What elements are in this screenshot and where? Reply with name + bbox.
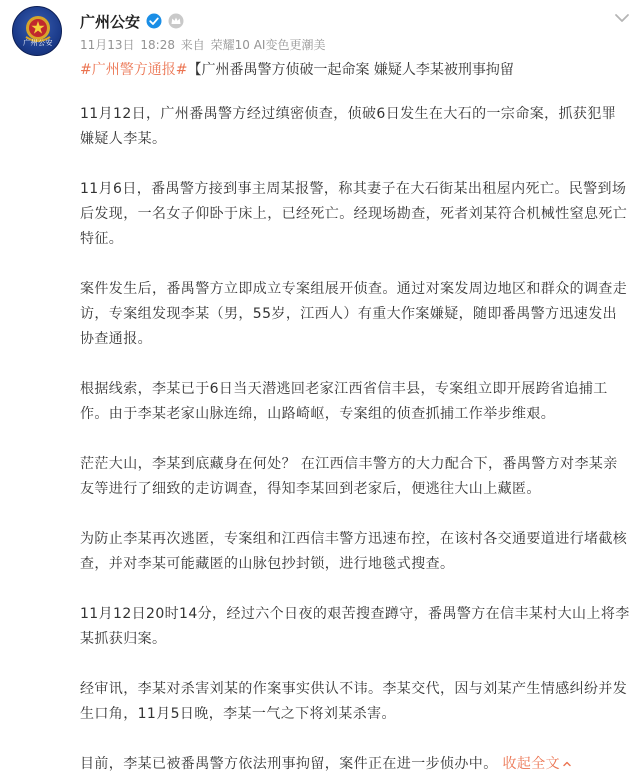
police-emblem-icon — [13, 7, 62, 56]
user-name-row — [80, 10, 184, 32]
user-name[interactable]: 广州公安 — [80, 12, 141, 31]
post-time[interactable]: 18:28 — [140, 38, 175, 52]
collapse-chevron-icon — [562, 759, 572, 769]
post-title-row — [80, 60, 630, 80]
paragraph: 为防止李某再次逃匿，专案组和江西信丰警方迅速布控，在该村各交通要道进行堵截核查，并对李某可能藏匿的山脉包抄封锁，进行地毯式搜查。 — [80, 531, 628, 572]
post-device[interactable]: 荣耀10 AI变色更潮美 — [210, 38, 326, 52]
paragraph: 11月12日20时14分，经过六个日夜的艰苦搜查蹲守，番禺警方在信丰某村大山上将李某抓获归案。 — [80, 606, 630, 647]
paragraph: 11月12日，广州番禺警方经过缜密侦查，侦破6日发生在大石的一宗命案，抓获犯罪嫌疑人李某。 — [80, 106, 617, 147]
avatar-label: 广州公安 — [23, 39, 53, 47]
hashtag-link[interactable]: #广州警方通报# — [80, 62, 188, 78]
paragraph: 11月6日，番禺警方接到事主周某报警，称其妻子在大石街某出租屋内死亡。民警到场后发现，一名女子仰卧于床上，已经死亡。经现场勘查，死者刘某符合机械性窒息死亡特征。 — [80, 181, 628, 247]
post-title: 【广州番禺警方侦破一起命案 嫌疑人李某被刑事拘留 — [187, 62, 514, 78]
avatar[interactable] — [12, 6, 62, 56]
last-paragraph — [80, 752, 630, 777]
paragraph: 经审讯，李某对杀害刘某的作案事实供认不讳。李某交代，因与刘某产生情感纠纷并发生口角，11月5日晚，李某一气之下将刘某杀害。 — [80, 681, 628, 722]
paragraph: 案件发生后，番禺警方立即成立专案组展开侦查。通过对案发周边地区和群众的调查走访，专案组发现李某（男，55岁，江西人）有重大作案嫌疑，随即番禺警方迅速发出协查通报。 — [80, 281, 628, 347]
collapse-label[interactable]: 收起全文 — [502, 756, 561, 772]
paragraph: 根据线索，李某已于6日当天潜逃回老家江西省信丰县，专案组立即开展跨省追捕工作。由于李某老家山脉连绵，山路崎岖，专案组的侦查抓捕工作举步维艰。 — [80, 381, 608, 422]
chevron-down-icon[interactable] — [614, 12, 630, 24]
post-body — [80, 102, 630, 777]
post-meta — [80, 36, 327, 53]
post-header — [0, 0, 642, 62]
post-date[interactable]: 11月13日 — [80, 38, 135, 52]
collapse-button[interactable] — [502, 756, 572, 772]
member-crown-icon[interactable] — [168, 13, 184, 29]
last-paragraph-text: 目前，李某已被番禺警方依法刑事拘留，案件正在进一步侦办中。 — [80, 756, 498, 772]
verified-badge-icon — [146, 13, 162, 29]
source-prefix: 来自 — [180, 38, 205, 52]
paragraph: 茫茫大山，李某到底藏身在何处？ 在江西信丰警方的大力配合下，番禺警方对李某亲友等进行了细致的走访调查，得知李某回到老家后，便逃往大山上藏匿。 — [80, 456, 618, 497]
